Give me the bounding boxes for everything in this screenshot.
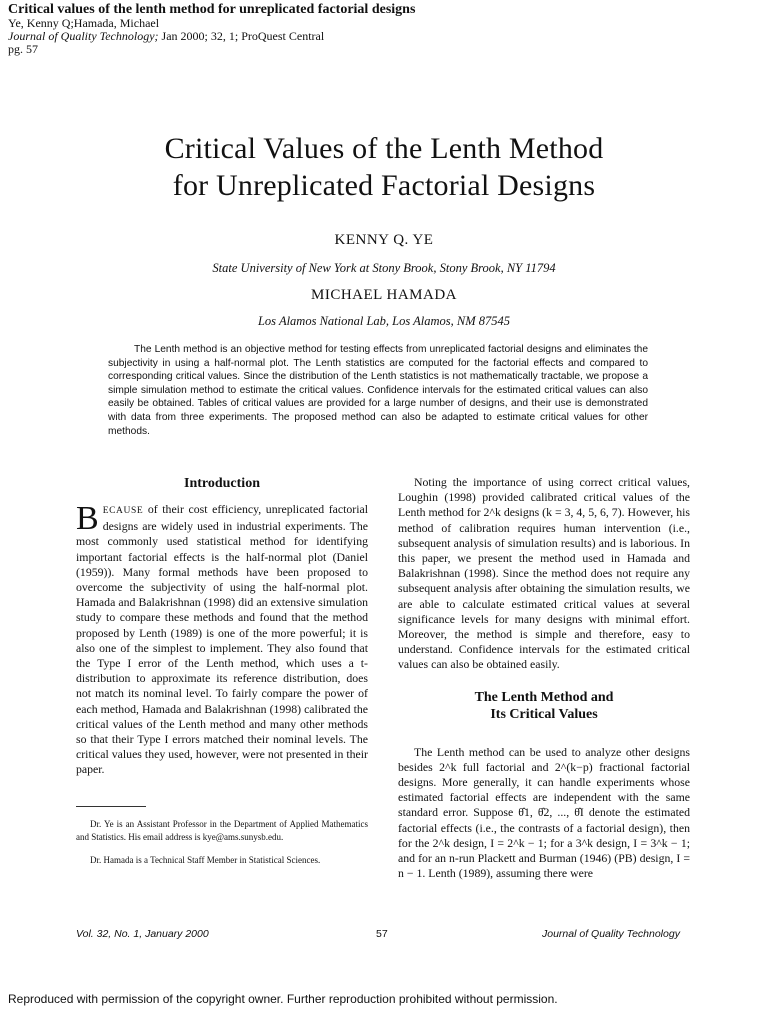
- section-heading-introduction: Introduction: [184, 476, 260, 491]
- right-column: [398, 475, 690, 881]
- section-heading-line-2: Its Critical Values: [490, 706, 598, 722]
- abstract: [108, 343, 648, 438]
- reproduction-notice: Reproduced with permission of the copyright owner. Further reproduction prohibited without permission.: [8, 992, 558, 1006]
- intro-paragraph: [76, 502, 368, 778]
- footnote-hamada: Dr. Hamada is a Technical Staff Member in Statistical Sciences.: [90, 855, 321, 865]
- article-title: [0, 130, 768, 204]
- journal-name: Journal of Quality Technology;: [8, 29, 159, 43]
- affiliation-1: State University of New York at Stony Brook, Stony Brook, NY 11794: [212, 261, 556, 275]
- right-paragraph-1: Noting the importance of using correct critical values, Loughin (1998) provided calibrated critical values of the Lenth method for 2^k designs (k = 3, 4, 5, 6, 7). However, his method of calibration requires human intervention (i.e., subsequent analysis of simulation results) and is laborious. In this paper, we present the method used in Hamada and Balakrishnan (1998). Since the method does not require any subsequent analysis after obtaining the simulation results, we are able to calculate estimated critical values at several significance levels for many designs with minimal effort. Moreover, the method is simple and therefore, easy to understand. Confidence intervals for the estimated critical values can also be obtained easily.: [398, 475, 690, 672]
- footnote-rule: [76, 806, 146, 807]
- abstract-text: The Lenth method is an objective method for testing effects from unreplicated factorial designs and eliminates the subjectivity in using a half-normal plot. The Lenth statistics are computed for the factorial effects and compared to corresponding critical values. Since the distribution of the Lenth statistics is not mathematically tractable, we propose a simple simulation method to estimate the critical values. Confidence intervals for the estimated critical values can also easily be obtained. Tables of critical values are provided for a large number of designs, and their use is demonstrated with data from three experiments. The proposed method can also be adapted to estimate critical values for other methods.: [108, 344, 648, 437]
- section-heading-lenth-method: [398, 689, 690, 723]
- document-title: Critical values of the lenth method for unreplicated factorial designs: [8, 2, 416, 17]
- drop-cap: B: [76, 500, 99, 537]
- title-line-2: for Unreplicated Factorial Designs: [172, 169, 596, 202]
- title-line-1: Critical Values of the Lenth Method: [164, 132, 604, 165]
- footer-volume: Vol. 32, No. 1, January 2000: [76, 928, 209, 940]
- footer-journal: Journal of Quality Technology: [542, 928, 680, 940]
- footer-page-number: 57: [376, 928, 388, 940]
- left-column: [76, 475, 368, 778]
- right-paragraph-2: The Lenth method can be used to analyze other designs besides 2^k full factorial and 2^(k−p) fractional factorial designs. More generally, it can handle experiments whose estimated factorial effects are independent with the same standard error. Suppose θ̂1, θ̂2, ..., θ̂I denote the estimated factorial effects (i.e., the contrasts of a factorial design), then for the 2^k design, I = 2^k − 1; for a 3^k design, I = 3^k − 1; and for an n-run Plackett and Burman (1946) (PB) design, I = n − 1. Lenth (1989), assuming there were: [398, 744, 690, 881]
- proquest-header: [8, 2, 415, 56]
- small-caps-word: ECAUSE: [102, 506, 144, 516]
- footnotes: [76, 818, 368, 867]
- author-2: MICHAEL HAMADA: [310, 287, 458, 303]
- footnote-ye: Dr. Ye is an Assistant Professor in the Department of Applied Mathematics and Statistics. His email address is kye@ams.sunysb.edu.: [76, 819, 368, 842]
- document-source: [8, 30, 415, 43]
- intro-text: of their cost efficiency, unreplicated factorial designs are widely used in industrial experiments. The most commonly used statistical method for identifying important factorial effects is the half-normal plot (Daniel (1959)). Many formal methods have been proposed to overcome the subjectivity of using the half-normal plot. Hamada and Balakrishnan (1998) did an extensive simulation study to compare these methods and found that the method proposed by Lenth (1989) is one of the more powerful; it is also one of the simplest to implement. They also found that the Type I error of the Lenth method, which uses a t-distribution to approximate its reference distribution, does not match its nominal level. To fairly compare the power of each method, Hamada and Balakrishnan (1998) calibrated the critical values of the Lenth method and many other methods so that their Type I errors matched their nominal levels. The critical values they used, however, were not presented in their paper.: [76, 502, 368, 777]
- section-heading-line-1: The Lenth Method and: [474, 689, 614, 705]
- issue-info: Jan 2000; 32, 1; ProQuest Central: [158, 29, 325, 43]
- author-1: KENNY Q. YE: [334, 232, 434, 248]
- affiliation-2: Los Alamos National Lab, Los Alamos, NM 87545: [257, 314, 510, 328]
- document-authors: Ye, Kenny Q;Hamada, Michael: [8, 16, 160, 30]
- page-ref: pg. 57: [8, 42, 38, 56]
